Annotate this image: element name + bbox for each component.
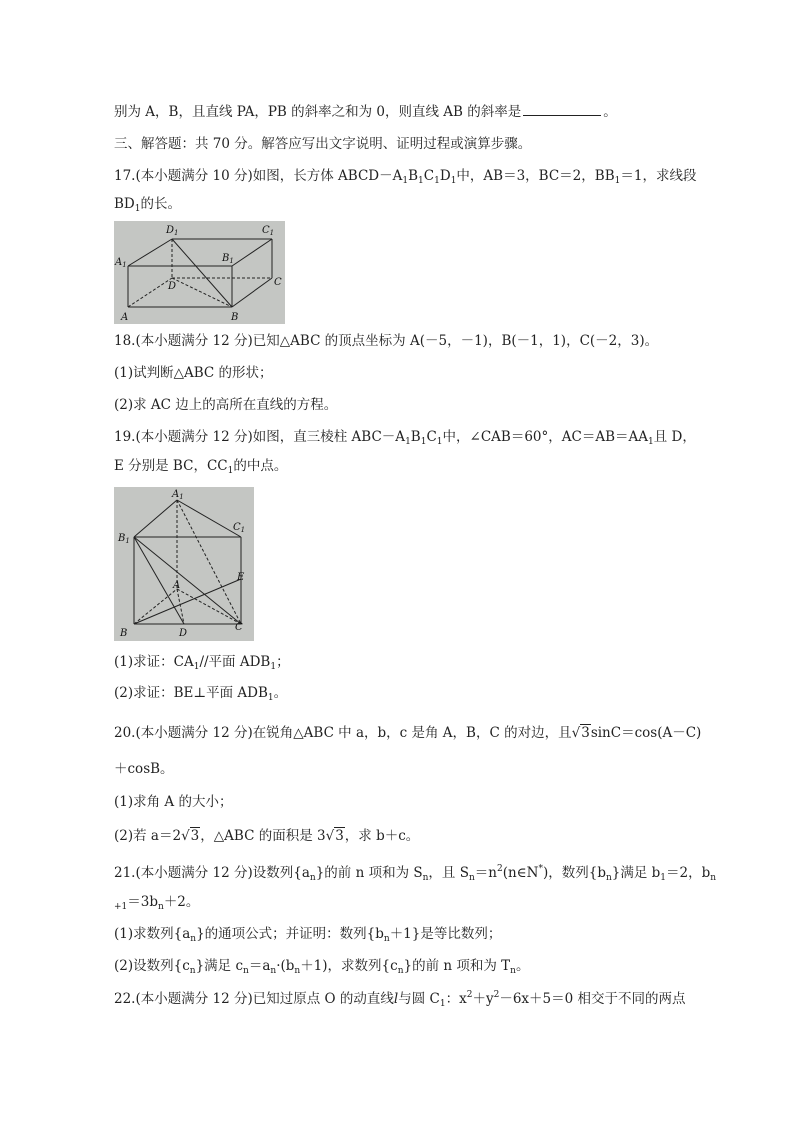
question-18-part2 bbox=[114, 396, 337, 414]
subscript: n bbox=[189, 966, 196, 976]
question-19-line1 bbox=[114, 428, 696, 446]
subscript: n bbox=[383, 934, 390, 944]
subscript: 1 bbox=[614, 176, 621, 186]
text: 22.(本小题满分 12 分)已知过原点 O 的动直线 bbox=[114, 991, 394, 1007]
text: 。 bbox=[603, 104, 617, 120]
vertex-label-B1: $B_1$ bbox=[222, 253, 234, 265]
subscript: n bbox=[270, 966, 277, 976]
question-21-line2 bbox=[114, 893, 199, 911]
text: ，△ABC 的面积是 3 bbox=[200, 828, 326, 844]
text: 中，AB＝3，BC＝2，BB bbox=[456, 168, 615, 184]
text: ＝2，b bbox=[666, 865, 711, 881]
text-italic: l bbox=[393, 991, 399, 1007]
text: 别为 A，B，且直线 PA，PB 的斜率之和为 0，则直线 AB 的斜率是 bbox=[114, 104, 522, 120]
text: ＋cosB。 bbox=[114, 761, 174, 777]
vertex-label-B1: $B_1$ bbox=[118, 533, 130, 545]
text: (2)若 a＝2 bbox=[114, 828, 182, 844]
subscript: +1 bbox=[114, 902, 128, 912]
text: D bbox=[439, 168, 451, 184]
subscript: n bbox=[309, 873, 316, 883]
text: }满足 b bbox=[611, 865, 661, 881]
subscript: n bbox=[294, 966, 301, 976]
subscript: 1 bbox=[134, 204, 141, 214]
text: B bbox=[410, 429, 421, 445]
text: 的长。 bbox=[140, 196, 181, 212]
text: 三、解答题：共 70 分。解答应写出文字说明、证明过程或演算步骤。 bbox=[114, 136, 532, 152]
text: ＋1)，求数列{c bbox=[300, 958, 398, 974]
subscript: n bbox=[190, 934, 197, 944]
subscript: n bbox=[510, 966, 516, 976]
question-22-line1 bbox=[114, 990, 686, 1008]
superscript: 2 bbox=[496, 864, 503, 874]
text: 18.(本小题满分 12 分)已知△ABC 的顶点坐标为 A(－5，－1)，B(－1，1)，C(－2，3)。 bbox=[114, 333, 659, 349]
question-20-part2 bbox=[114, 827, 419, 845]
question-19-part2 bbox=[114, 684, 287, 702]
text: ，且 S bbox=[428, 865, 469, 881]
text: ，求 b＋c。 bbox=[344, 828, 420, 844]
vertex-label-C1: $C_1$ bbox=[233, 522, 246, 534]
subscript: 1 bbox=[420, 437, 427, 447]
vertex-label-C1: $C_1$ bbox=[262, 225, 275, 237]
text: B bbox=[408, 168, 419, 184]
vertex-label-A: A bbox=[173, 580, 181, 591]
text: 。 bbox=[515, 958, 530, 974]
text: 17.(本小题满分 10 分)如图，长方体 ABCD－A bbox=[114, 168, 403, 184]
text: 。 bbox=[273, 685, 288, 701]
subscript: n bbox=[422, 873, 429, 883]
text: ； bbox=[276, 654, 290, 670]
question-20-line1 bbox=[114, 724, 701, 742]
question-17-line2 bbox=[114, 195, 181, 213]
superscript: * bbox=[538, 864, 543, 874]
subscript: 1 bbox=[405, 437, 411, 447]
text: sinC＝cos(A－C) bbox=[590, 725, 702, 741]
text: ＋2。 bbox=[163, 894, 200, 910]
question-18-part1 bbox=[114, 364, 273, 382]
vertex-label-C: C bbox=[235, 622, 243, 633]
subscript: n bbox=[243, 966, 249, 976]
sqrt: √3 bbox=[181, 828, 200, 844]
subscript: n bbox=[468, 873, 475, 883]
subscript: 1 bbox=[402, 176, 409, 186]
vertex-label-D1: $D_1$ bbox=[166, 225, 179, 237]
text: C bbox=[423, 168, 435, 184]
question-21-line1 bbox=[114, 864, 716, 882]
question-21-part1 bbox=[114, 925, 501, 943]
text: ＝a bbox=[248, 958, 271, 974]
text: ·(b bbox=[276, 958, 295, 974]
text: }满足 c bbox=[195, 958, 244, 974]
subscript: n bbox=[605, 873, 612, 883]
radicand: 3 bbox=[581, 725, 590, 741]
vertex-label-D: D bbox=[168, 281, 177, 292]
vertex-label-A: A bbox=[121, 312, 129, 323]
subscript: 1 bbox=[227, 466, 234, 476]
question-20-part1 bbox=[114, 793, 232, 811]
text: (1)求数列{a bbox=[114, 926, 191, 942]
vertex-label-D: D bbox=[179, 628, 188, 639]
radicand: 3 bbox=[335, 828, 344, 844]
vertex-label-C: C bbox=[274, 277, 282, 288]
subscript: 1 bbox=[418, 176, 424, 186]
text: 19.(本小题满分 12 分)如图，直三棱柱 ABC－A bbox=[114, 429, 406, 445]
text: 且 D， bbox=[653, 429, 696, 445]
vertex-label-E: E bbox=[237, 572, 245, 583]
vertex-label-B: B bbox=[231, 312, 239, 323]
superscript: 2 bbox=[493, 990, 500, 1000]
text: ＝n bbox=[474, 865, 497, 881]
question-20-line2 bbox=[114, 760, 174, 778]
subscript: n bbox=[158, 902, 164, 912]
answer-blank bbox=[523, 103, 601, 116]
subscript: 1 bbox=[648, 437, 654, 447]
text: (2)求 AC 边上的高所在直线的方程。 bbox=[114, 397, 338, 413]
text: 中，∠CAB＝60°，AC＝AB＝AA bbox=[442, 429, 649, 445]
text: //平面 ADB bbox=[199, 654, 271, 670]
text: C bbox=[426, 429, 437, 445]
text: ＋1}是等比数列； bbox=[389, 926, 502, 942]
subscript: 1 bbox=[439, 999, 446, 1009]
text: }的前 n 项和为 S bbox=[315, 865, 423, 881]
subscript: 1 bbox=[450, 176, 457, 186]
question-18 bbox=[114, 332, 658, 350]
text: 与圆 C bbox=[398, 991, 440, 1007]
text: 的中点。 bbox=[233, 458, 288, 474]
text: ＋y bbox=[472, 991, 494, 1007]
vertex-label-A1: $A_1$ bbox=[115, 257, 127, 269]
section-header bbox=[114, 135, 531, 153]
text: －6x＋5＝0 相交于不同的两点 bbox=[499, 991, 686, 1007]
text: (1)求角 A 的大小； bbox=[114, 794, 233, 810]
text: }的通项公式；并证明：数列{b bbox=[196, 926, 384, 942]
subscript: n bbox=[397, 966, 404, 976]
subscript: 1 bbox=[193, 662, 200, 672]
text: (1)求证：CA bbox=[114, 654, 194, 670]
sqrt: √3 bbox=[571, 725, 590, 741]
subscript: 1 bbox=[434, 176, 440, 186]
text-line bbox=[114, 103, 617, 121]
question-19-part1 bbox=[114, 653, 290, 671]
question-17-line1 bbox=[114, 167, 696, 185]
text: 20.(本小题满分 12 分)在锐角△ABC 中 a，b，c 是角 A，B，C 的对边，且 bbox=[114, 725, 572, 741]
text: (1)试判断△ABC 的形状； bbox=[114, 365, 273, 381]
subscript: 1 bbox=[436, 437, 443, 447]
vertex-label-A1: $A_1$ bbox=[172, 489, 184, 501]
sqrt: √3 bbox=[325, 828, 344, 844]
superscript: 2 bbox=[466, 990, 473, 1000]
subscript: 1 bbox=[660, 873, 667, 883]
text: E 分别是 BC，CC bbox=[114, 458, 228, 474]
cuboid-figure bbox=[114, 221, 285, 324]
text: BD bbox=[114, 196, 135, 212]
subscript: 1 bbox=[267, 693, 274, 703]
text: (2)设数列{c bbox=[114, 958, 190, 974]
subscript: 1 bbox=[270, 662, 277, 672]
text: 21.(本小题满分 12 分)设数列{a bbox=[114, 865, 310, 881]
vertex-label-B: B bbox=[120, 628, 128, 639]
text: }的前 n 项和为 T bbox=[403, 958, 511, 974]
text: ＝1，求线段 bbox=[620, 168, 697, 184]
text: ＝3b bbox=[127, 894, 159, 910]
text: (2)求证：BE⊥平面 ADB bbox=[114, 685, 268, 701]
radicand: 3 bbox=[190, 828, 200, 844]
subscript: n bbox=[710, 873, 717, 883]
question-21-part2 bbox=[114, 957, 529, 975]
question-19-line2 bbox=[114, 457, 287, 475]
prism-figure bbox=[114, 487, 254, 641]
text: ：x bbox=[445, 991, 467, 1007]
text: )，数列{b bbox=[542, 865, 606, 881]
text: (n∈N bbox=[502, 865, 539, 881]
